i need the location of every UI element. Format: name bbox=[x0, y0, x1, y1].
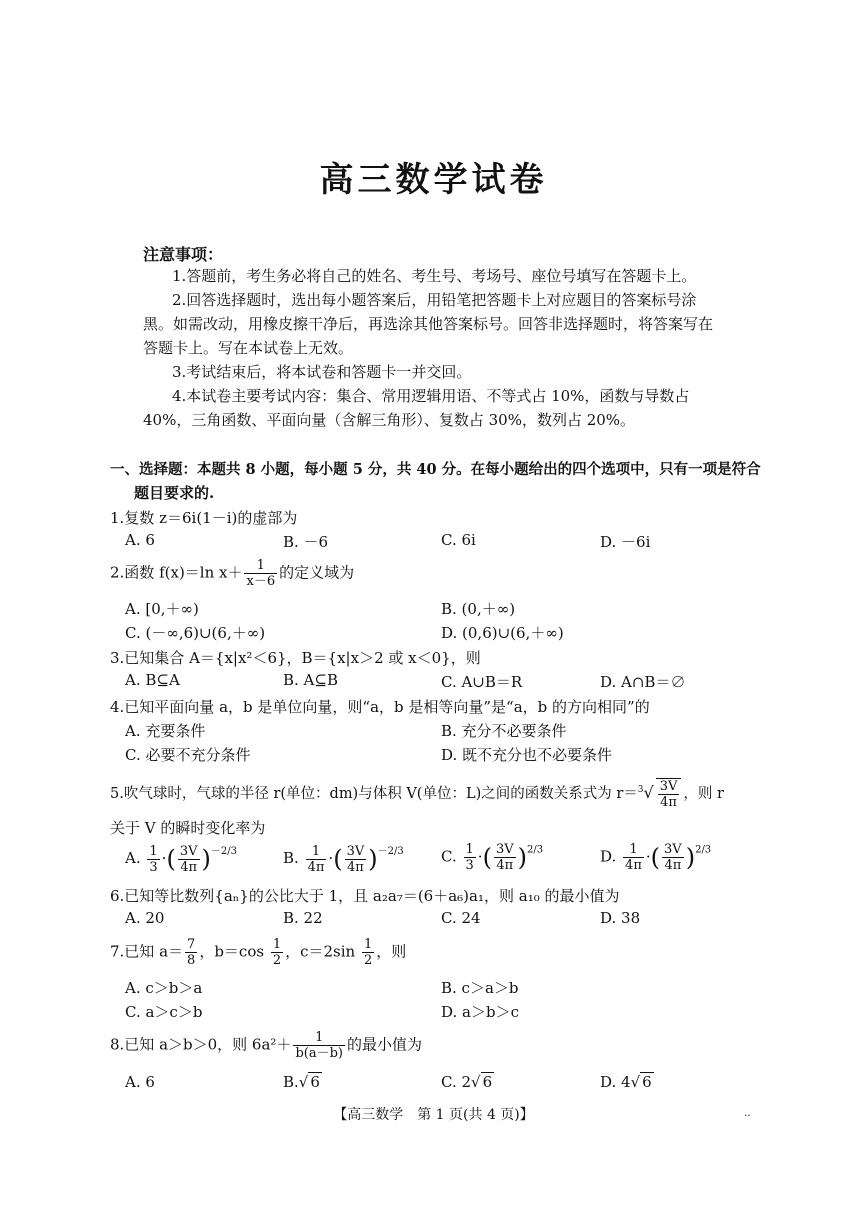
question-3-stem: 3.已知集合 A＝{x|x²＜6}，B＝{x|x＞2 或 x＜0}，则 bbox=[110, 649, 481, 667]
q7-c-den: 2 bbox=[363, 953, 373, 968]
q8-frac-den: b(a－b) bbox=[295, 1046, 343, 1061]
q5-b-dot: · bbox=[328, 849, 334, 867]
q5-c-coef-num: 1 bbox=[465, 842, 474, 857]
q5-b-exponent: －2/3 bbox=[377, 846, 404, 857]
q7-option-d: D. a＞b＞c bbox=[441, 1003, 519, 1021]
q8-option-a: A. 6 bbox=[125, 1073, 155, 1091]
q6-option-b: B. 22 bbox=[283, 909, 323, 927]
q2-option-b: B. (0,＋∞) bbox=[441, 600, 516, 618]
notice-line-5: 3.考试结束后，将本试卷和答题卡一并交回。 bbox=[172, 363, 472, 381]
q5-option-d bbox=[600, 842, 711, 873]
q7-post: ，则 bbox=[376, 942, 407, 961]
q5-radicand bbox=[656, 778, 682, 810]
q7-b-den: 2 bbox=[272, 953, 282, 968]
q5-b-inner bbox=[345, 844, 367, 875]
q5-d-label: D. bbox=[600, 847, 617, 866]
q5-c-label: C. bbox=[441, 847, 457, 866]
q5-b-inner-num: 3V bbox=[346, 843, 365, 859]
q8-post: 的最小值为 bbox=[346, 1035, 422, 1054]
q5-d-coef-num: 1 bbox=[623, 842, 644, 858]
q5-radicand-den: 4π bbox=[660, 795, 677, 810]
notice-line-1: 1.答题前，考生务必将自己的姓名、考生号、考场号、座位号填写在答题卡上。 bbox=[172, 267, 697, 285]
q5-a-inner-den: 4π bbox=[180, 859, 198, 875]
q7-a-num: 7 bbox=[187, 937, 196, 952]
q1-option-c: C. 6i bbox=[441, 531, 476, 549]
notice-line-2: 2.回答选择题时，选出每小题答案后，用铅笔把答题卡上对应题目的答案标号涂 bbox=[172, 291, 697, 309]
q7-option-a: A. c＞b＞a bbox=[125, 979, 203, 997]
radical-sign: √ bbox=[643, 783, 654, 802]
q2-option-d: D. (0,6)∪(6,＋∞) bbox=[441, 624, 564, 642]
notice-heading: 注意事项： bbox=[143, 245, 224, 264]
notice-line-6: 4.本试卷主要考试内容：集合、常用逻辑用语、不等式占 10%，函数与导数占 bbox=[172, 387, 690, 405]
page-footer: 【高三数学 第 1 页(共 4 页)】 bbox=[333, 1107, 534, 1123]
q5-c-exponent: 2/3 bbox=[526, 844, 544, 856]
question-1-stem: 1.复数 z＝6i(1－i)的虚部为 bbox=[110, 509, 298, 527]
q5-d-inner-num: 3V bbox=[664, 842, 682, 857]
q3-option-c: C. A∪B＝R bbox=[441, 673, 523, 691]
q4-option-d: D. 既不充分也不必要条件 bbox=[441, 746, 613, 764]
q8-frac-num: 1 bbox=[293, 1030, 345, 1046]
q5-post: ，则 r bbox=[683, 786, 724, 802]
question-7-stem bbox=[110, 937, 406, 968]
q4-option-b: B. 充分不必要条件 bbox=[441, 722, 567, 740]
question-5-stem bbox=[110, 778, 724, 810]
q8-c-label: C. 2 bbox=[441, 1073, 472, 1091]
q5-c-dot: · bbox=[477, 847, 483, 866]
q8-option-c bbox=[441, 1073, 494, 1091]
q6-option-a: A. 20 bbox=[125, 909, 165, 927]
radical-sign: √ bbox=[471, 1073, 481, 1091]
q5-b-label: B. bbox=[283, 849, 299, 867]
q2-frac-num: 1 bbox=[244, 558, 277, 574]
q2-option-c: C. (－∞,6)∪(6,＋∞) bbox=[125, 624, 266, 642]
q5-d-lparen: ( bbox=[650, 843, 661, 872]
q5-option-b bbox=[283, 842, 404, 875]
q1-option-b: B. －6 bbox=[283, 533, 329, 551]
q5-c-inner bbox=[494, 842, 516, 873]
q7-c-frac bbox=[362, 937, 374, 968]
question-6-stem: 6.已知等比数列{aₙ}的公比大于 1，且 a₂a₇＝(6＋a₆)a₁，则 a₁₀ 的最小值为 bbox=[110, 887, 620, 905]
q8-b-radicand: 6 bbox=[310, 1073, 320, 1091]
q2-fraction bbox=[244, 558, 277, 589]
q1-option-a: A. 6 bbox=[125, 531, 155, 549]
q4-option-a: A. 充要条件 bbox=[125, 722, 206, 740]
question-5-line-2: 关于 V 的瞬时变化率为 bbox=[110, 819, 266, 837]
q6-option-c: C. 24 bbox=[441, 909, 481, 927]
q8-d-label: D. 4 bbox=[600, 1073, 631, 1091]
q5-c-rparen: ) bbox=[517, 843, 527, 872]
q5-a-coef-num: 1 bbox=[149, 843, 158, 859]
radical-sign: √ bbox=[630, 1073, 641, 1091]
q7-b-num: 1 bbox=[272, 937, 282, 952]
q5-a-coef-den: 3 bbox=[149, 859, 158, 875]
q2-option-a: A. [0,＋∞) bbox=[125, 600, 199, 618]
q5-d-inner bbox=[662, 842, 684, 873]
q5-d-exponent: 2/3 bbox=[695, 844, 712, 856]
q5-b-inner-den: 4π bbox=[346, 859, 364, 875]
q5-d-coef-den: 4π bbox=[625, 858, 642, 873]
question-8-stem bbox=[110, 1030, 422, 1061]
q8-b-label: B. bbox=[283, 1073, 299, 1091]
q5-c-lparen: ( bbox=[482, 843, 492, 872]
q7-option-c: C. a＞c＞b bbox=[125, 1003, 203, 1021]
q3-option-b: B. A⊆B bbox=[283, 671, 338, 689]
q7-pre: 7.已知 a＝ bbox=[110, 942, 184, 961]
section-heading-cont: 题目要求的. bbox=[134, 484, 215, 502]
q7-mid1: ，b＝cos bbox=[199, 942, 269, 961]
q8-fraction bbox=[293, 1030, 345, 1061]
page-title: 高三数学试卷 bbox=[319, 160, 548, 200]
q8-pre: 8.已知 a＞b＞0，则 6a²＋ bbox=[110, 1035, 292, 1054]
q2-pre: 2.函数 f(x)＝ln x＋ bbox=[110, 563, 243, 582]
q3-option-d: D. A∩B＝∅ bbox=[600, 673, 686, 691]
q7-mid2: ，c＝2sin bbox=[285, 942, 360, 961]
q6-option-d: D. 38 bbox=[600, 909, 641, 927]
q1-option-d: D. －6i bbox=[600, 533, 651, 551]
q5-option-a bbox=[125, 842, 237, 875]
radical-sign: √ bbox=[298, 1073, 309, 1091]
q5-d-coef bbox=[623, 842, 644, 873]
question-2-stem bbox=[110, 558, 354, 589]
q5-b-lparen: ( bbox=[333, 845, 343, 873]
section-heading: 一、选择题：本题共 8 小题，每小题 5 分，共 40 分。在每小题给出的四个选项中，只有一项是符合 bbox=[110, 461, 761, 478]
q5-root-index: 3 bbox=[637, 785, 644, 796]
q5-c-inner-num: 3V bbox=[495, 842, 514, 857]
q5-option-c bbox=[441, 842, 543, 873]
q4-option-c: C. 必要不充分条件 bbox=[125, 746, 251, 764]
q5-radicand-num: 3V bbox=[659, 779, 678, 794]
q5-b-coef bbox=[306, 844, 327, 875]
q3-option-a: A. B⊆A bbox=[125, 671, 180, 689]
q5-d-dot: · bbox=[645, 847, 651, 866]
notice-line-4: 答题卡上。写在本试卷上无效。 bbox=[143, 339, 354, 357]
q5-b-coef-num: 1 bbox=[306, 844, 327, 860]
q5-a-inner bbox=[178, 844, 200, 875]
q7-a-den: 8 bbox=[187, 953, 196, 968]
q2-post: 的定义域为 bbox=[279, 563, 355, 582]
q5-d-rparen: ) bbox=[685, 843, 696, 872]
q8-option-d bbox=[600, 1073, 654, 1091]
q8-option-b bbox=[283, 1073, 322, 1091]
q5-pre: 5.吹气球时，气球的半径 r(单位：dm)与体积 V(单位：L)之间的函数关系式为 r＝ bbox=[110, 786, 638, 802]
q5-b-coef-den: 4π bbox=[307, 859, 325, 875]
q5-a-inner-num: 3V bbox=[179, 843, 198, 859]
q5-c-coef-den: 3 bbox=[465, 858, 474, 873]
q5-a-exponent: －2/3 bbox=[210, 846, 237, 857]
q2-frac-den: x－6 bbox=[246, 574, 276, 589]
q5-d-inner-den: 4π bbox=[664, 858, 682, 873]
q5-a-lparen: ( bbox=[166, 845, 176, 873]
q5-a-coef bbox=[147, 844, 159, 875]
corner-mark: ‥ bbox=[744, 1108, 751, 1119]
q5-c-inner-den: 4π bbox=[496, 858, 514, 873]
notice-line-3: 黑。如需改动，用橡皮擦干净后，再选涂其他答案标号。回答非选择题时，将答案写在 bbox=[143, 315, 714, 333]
q7-option-b: B. c＞a＞b bbox=[441, 979, 519, 997]
q8-c-radicand: 6 bbox=[482, 1073, 493, 1091]
question-4-stem: 4.已知平面向量 a，b 是单位向量，则“a，b 是相等向量”是“a，b 的方向相同”的 bbox=[110, 698, 650, 716]
q7-b-frac bbox=[271, 937, 283, 968]
q5-a-dot: · bbox=[161, 849, 167, 867]
q5-a-rparen: ) bbox=[201, 845, 211, 873]
q5-b-rparen: ) bbox=[368, 845, 378, 873]
q8-d-radicand: 6 bbox=[642, 1073, 652, 1091]
q7-c-num: 1 bbox=[363, 937, 373, 952]
q5-a-label: A. bbox=[125, 849, 141, 867]
notice-line-7: 40%，三角函数、平面向量（含解三角形）、复数占 30%，数列占 20%。 bbox=[143, 411, 636, 429]
q7-a-frac bbox=[185, 937, 197, 968]
q5-c-coef bbox=[464, 842, 476, 873]
